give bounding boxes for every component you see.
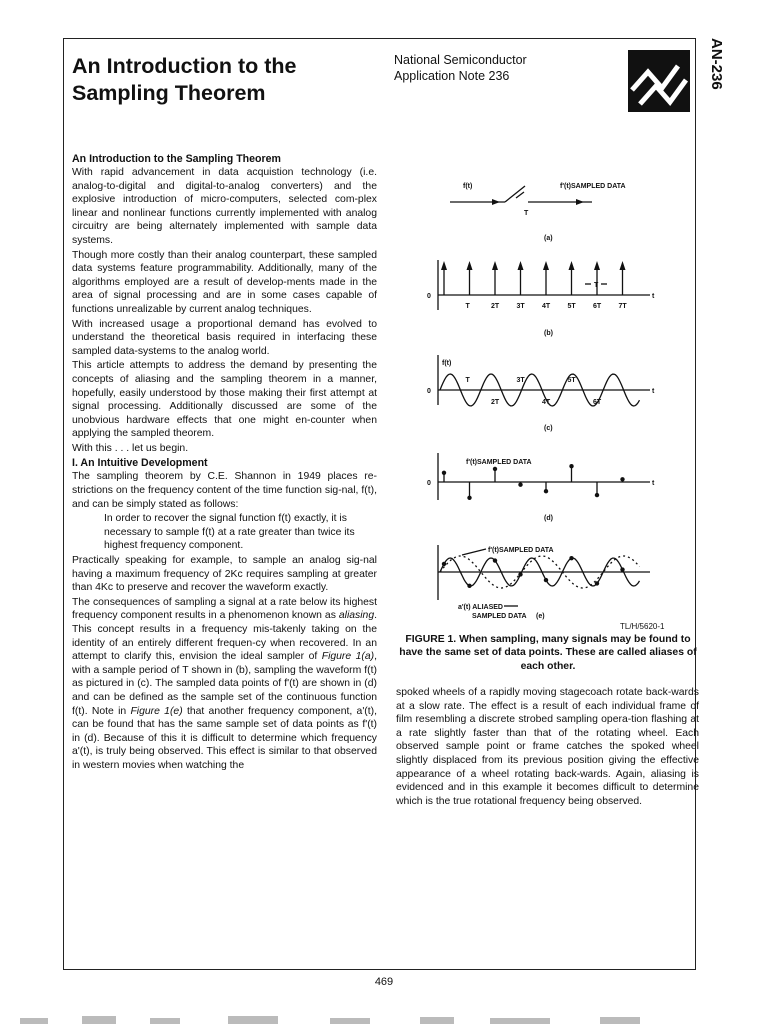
sampled-data-label: f'(t)SAMPLED DATA <box>488 547 554 554</box>
arrow-icon <box>569 261 575 270</box>
sample-point <box>467 584 471 588</box>
figure-reference: Figure 1(a) <box>321 651 375 663</box>
sample-point <box>544 489 548 493</box>
origin-label: 0 <box>427 480 431 487</box>
application-note-number: Application Note 236 <box>394 69 510 83</box>
tick-label: 6T <box>593 303 602 310</box>
tick-label: 5T <box>567 303 576 310</box>
paragraph: With rapid advancement in data acquistion technology (i.e. analog-to-digital and digital-to-analog converters) and the explosive introduction of micro-computers, selected com-plex linear and nonlinear functions currently implemented with analog circuitry are being alternately implemented with sample data systems. <box>72 167 377 246</box>
period-label: T <box>594 282 599 289</box>
tick-label: 2T <box>491 303 500 310</box>
arrow-icon <box>492 199 500 205</box>
origin-label: 0 <box>427 293 431 300</box>
title-line-1: An Introduction to the <box>72 54 297 78</box>
figure-id: TL/H/5620-1 <box>620 622 665 631</box>
arrow-icon <box>518 261 524 270</box>
axis-label-t: t <box>652 480 655 487</box>
sample-point <box>442 471 446 475</box>
panel-c-label: (c) <box>544 425 553 432</box>
section-heading-intro: An Introduction to the Sampling Theorem <box>72 153 281 165</box>
aliased-label: a'(t) ALIASED <box>458 604 503 611</box>
function-label: f(t) <box>442 360 452 367</box>
switch-period-label: T <box>524 210 529 217</box>
sample-point <box>518 572 522 576</box>
leader-line <box>462 549 486 555</box>
emphasis-aliasing: aliasing <box>338 610 375 622</box>
paragraph: Though more costly than their analog counterpart, these sampled data systems feature programmability. Additionally, many of the algorithms employed are a result of develop-ments made in the area of signal processing and are in some cases capable of functions unrealizable by current analog techniques. <box>72 249 377 315</box>
panel-e-label: (e) <box>536 613 545 620</box>
figure-reference: Figure 1(e) <box>130 705 183 717</box>
tick-label: 3T <box>516 303 525 310</box>
sample-point <box>518 483 522 487</box>
paragraph: spoked wheels of a rapidly moving stagecoach rotate back-wards at a slow rate. The effect is a result of each individual frame of film resembling a discrete strobed sampling opera-tion flashing at a rate slightly faster than that of the rotating wheel. Each observed sample point or frame catches the spoked wheel slightly displaced from its previous position giving the effective appearance of a wheel rotating back-wards. Again, aliasing is evidenced and in this example it becomes difficult to determine which is the true rotational frequency being observed. <box>396 687 699 807</box>
sample-point <box>620 567 624 571</box>
axis-label-t: t <box>652 388 655 395</box>
panel-d-label: (d) <box>544 515 553 522</box>
panel-b <box>427 260 655 337</box>
arrow-icon <box>594 261 600 270</box>
sample-point <box>620 477 624 481</box>
page-number: 469 <box>374 976 394 988</box>
sampler-input-label: f(t) <box>463 183 473 190</box>
publisher-name: National Semiconductor <box>394 53 527 67</box>
sample-point <box>569 464 573 468</box>
left-column <box>72 152 377 774</box>
sample-point <box>467 496 471 500</box>
sample-point <box>595 493 599 497</box>
sampler-output-label: f'(t)SAMPLED DATA <box>560 183 626 190</box>
right-column <box>396 686 699 808</box>
paragraph: With this . . . let us begin. <box>72 442 189 454</box>
sample-point <box>569 556 573 560</box>
panel-e <box>438 545 650 620</box>
sample-time-label: 5T <box>567 377 576 384</box>
arrow-icon <box>467 261 473 270</box>
panel-c <box>427 355 655 432</box>
paragraph: The sampling theorem by C.E. Shannon in 1949 places re-strictions on the frequency content of the time function sig-nal, f(t), and can be simply stated as follows: <box>72 471 377 510</box>
paragraph: Practically speaking for example, to sample an analog sig-nal having a maximum frequency of 2Kc requires sampling at greater than 4Kc to preserve and recover the waveform exactly. <box>72 555 377 594</box>
side-tab-label: AN-236 <box>708 38 725 90</box>
sample-point <box>595 581 599 585</box>
paragraph: With increased usage a proportional demand has evolved to understand the theoretical basis required in interfacing these sampled data-systems to the analog world. <box>72 318 377 357</box>
side-tab-an-number <box>707 38 729 98</box>
title-line-2: Sampling Theorem <box>72 81 266 105</box>
arrow-icon <box>620 261 626 270</box>
document-title <box>72 53 372 107</box>
text-run: . This concept results in a frequency mis-takenly taking on the identity of an entirely different frequen-cy when recovered. In an attempt to clarify this, envision the ideal sampler of <box>72 610 377 663</box>
bottom-scan-edge <box>0 1012 768 1024</box>
text-run: that another frequency component, a'(t), can be found that has the same sample set of data points as f'(t) in (d). Because of this it is difficult to determine which frequency a'(t), is truly being observed. This effect is similar to that observed in western movies when watching the <box>72 705 377 771</box>
sample-point <box>493 467 497 471</box>
panel-d <box>427 453 655 522</box>
figure-1-sampling-diagram <box>400 160 700 625</box>
publisher-block <box>394 52 527 84</box>
tick-label: T <box>465 303 470 310</box>
sample-point <box>493 558 497 562</box>
origin-label: 0 <box>427 388 431 395</box>
axis-label-t: t <box>652 293 655 300</box>
figure-caption: FIGURE 1. When sampling, many signals may be found to have the same set of data points. These are called aliases of each other. <box>399 634 697 672</box>
national-semiconductor-logo <box>628 50 690 112</box>
tick-label: 7T <box>618 303 627 310</box>
aliased-label-2: SAMPLED DATA <box>472 613 527 620</box>
text-run: , with a sample period of T shown in (b), sampling the waveform f(t) as pictured in (c). The sampled data points of f'(t) are shown in (d) and can be defined as the sample set of the continuous function f(t). Note in <box>72 651 377 717</box>
tick-label: 4T <box>542 303 551 310</box>
section-heading-intuitive: I. An Intuitive Development <box>72 457 208 470</box>
paragraph <box>72 596 377 773</box>
arrow-icon <box>492 261 498 270</box>
sampled-data-title: f'(t)SAMPLED DATA <box>466 459 532 466</box>
sample-point <box>544 578 548 582</box>
theorem-statement: In order to recover the signal function f(t) exactly, it is necessary to sample f(t) at a rate greater than twice its highest frequency component. <box>104 513 355 552</box>
sample-time-label: 4T <box>542 399 551 406</box>
arrow-icon <box>576 199 584 205</box>
sample-time-label: 2T <box>491 399 500 406</box>
text-run: The consequences of sampling a signal at a rate below its highest frequency component results in a phenomenon known as <box>72 596 377 622</box>
sample-time-label: 3T <box>516 377 525 384</box>
panel-b-label: (b) <box>544 330 553 337</box>
arrow-icon <box>543 261 549 270</box>
sample-time-label: T <box>465 377 470 384</box>
sample-point <box>442 562 446 566</box>
panel-a-label: (a) <box>544 235 553 242</box>
sample-time-label: 6T <box>593 399 602 406</box>
paragraph: This article attempts to address the demand by presenting the concepts of aliasing and the sampling theorem in a manner, hopefully, easily understood by those making their first attempt at signal processing. Additionally discussed are some of the unobvious hardware effects that one might en-counter when applying the sampled theorem. <box>72 360 377 440</box>
arrow-icon <box>441 261 447 270</box>
